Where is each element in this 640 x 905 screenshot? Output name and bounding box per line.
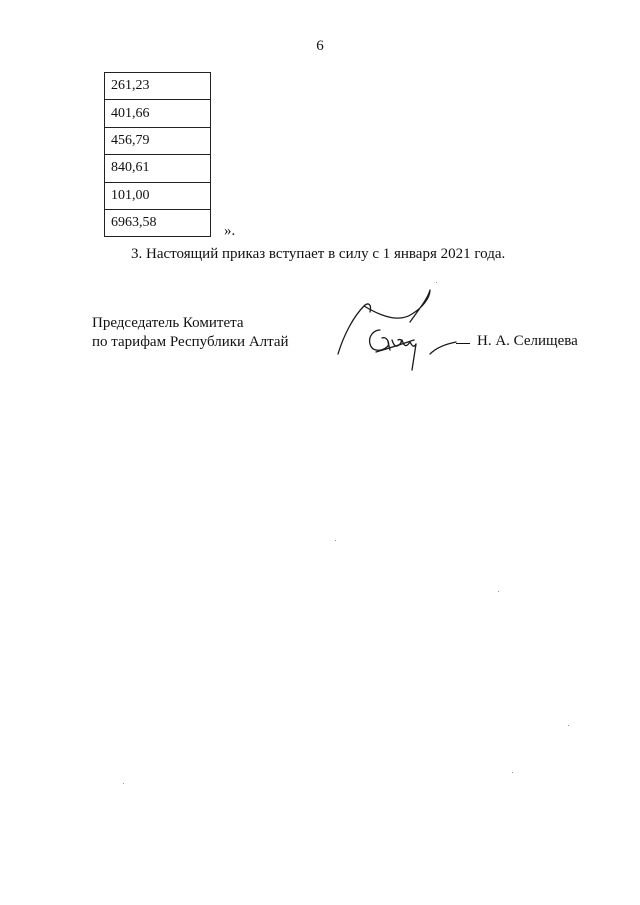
table-row: [105, 100, 211, 127]
tariff-values-table: [104, 72, 211, 237]
signer-title: [92, 314, 289, 352]
clause-3-text: 3. Настоящий приказ вступает в силу с 1 января 2021 года.: [131, 246, 506, 262]
page-number: 6: [316, 38, 324, 54]
table-cell: 456,79: [105, 127, 211, 154]
table-row: [105, 209, 211, 236]
table-cell: 261,23: [105, 73, 211, 100]
closing-quote-mark: ».: [224, 223, 236, 239]
signer-title-line-1: Председатель Комитета: [92, 315, 244, 331]
table-row: [105, 73, 211, 100]
table-cell: 840,61: [105, 155, 211, 182]
table-cell: 101,00: [105, 182, 211, 209]
scan-speck: [335, 540, 336, 541]
table-row: [105, 127, 211, 154]
handwritten-signature: [330, 286, 460, 376]
scan-speck: [123, 783, 124, 784]
table-cell: 401,66: [105, 100, 211, 127]
table-cell: 6963,58: [105, 209, 211, 236]
signer-title-line-2: по тарифам Республики Алтай: [92, 334, 289, 350]
signature-line: [456, 343, 470, 344]
scan-speck: [568, 725, 569, 726]
table-row: [105, 155, 211, 182]
signer-name: Н. А. Селищева: [477, 333, 578, 349]
scan-speck: [436, 282, 437, 283]
scan-speck: [498, 591, 499, 592]
table-row: [105, 182, 211, 209]
scan-speck: [512, 772, 513, 773]
